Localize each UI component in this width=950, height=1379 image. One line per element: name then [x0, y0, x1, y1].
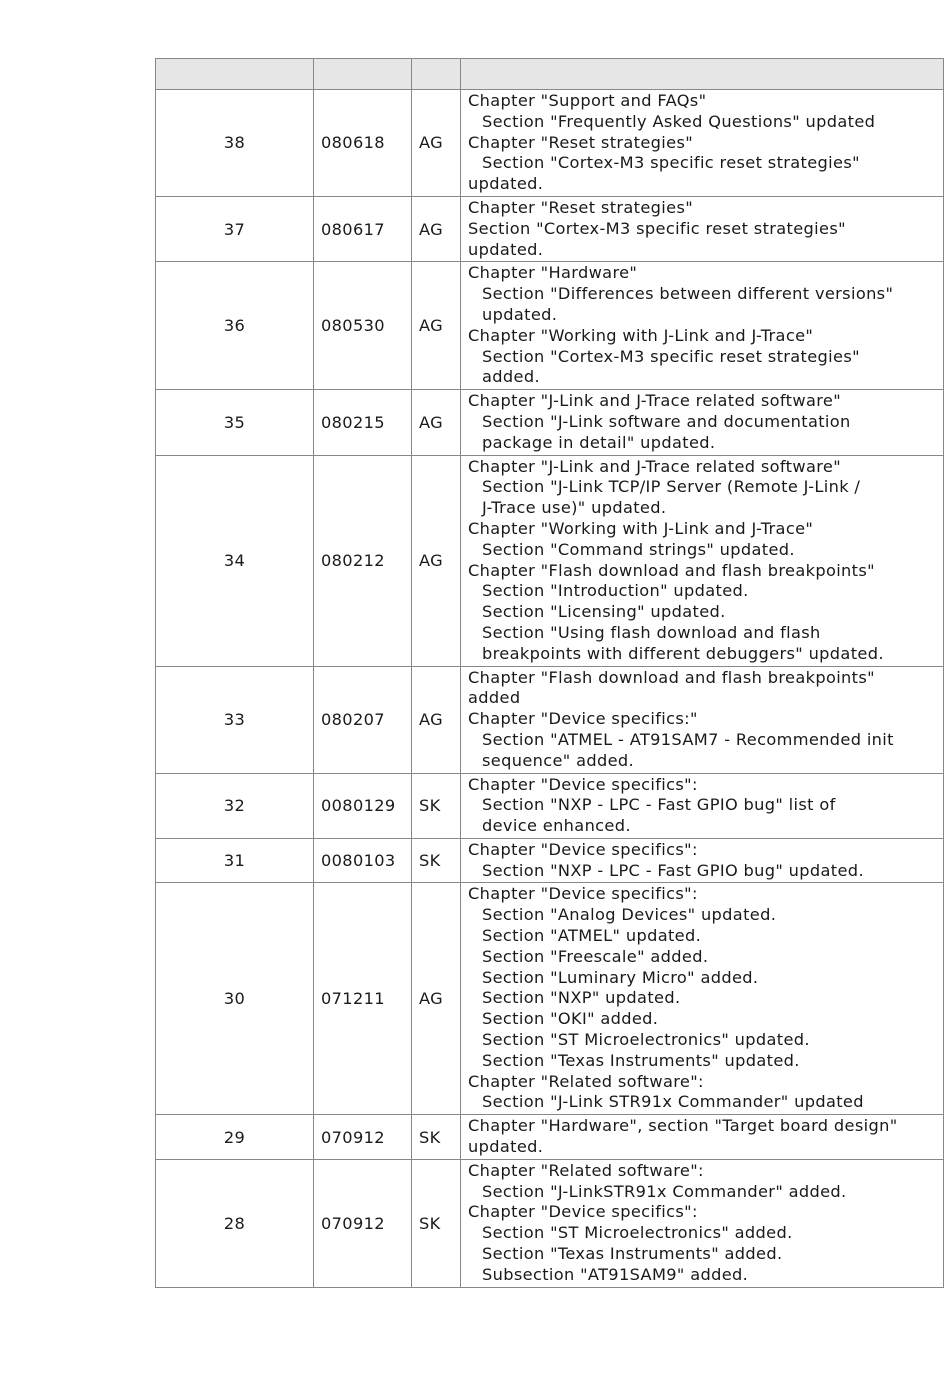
description-line: Chapter "Device specifics": — [468, 1202, 698, 1222]
description-line: Chapter "Flash download and flash breakpoints" — [468, 560, 875, 580]
description-line: J-Trace use)" updated. — [482, 498, 667, 518]
description-line: Section "Texas Instruments" updated. — [482, 1050, 800, 1070]
description-line: Section "ST Microelectronics" updated. — [482, 1030, 810, 1050]
description-line: updated. — [468, 1137, 544, 1157]
revision-description — [461, 90, 944, 197]
revision-history-table — [155, 58, 944, 1288]
table-row — [156, 883, 944, 1115]
description-line: Chapter "J-Link and J-Trace related software" — [468, 391, 841, 411]
table-row — [156, 196, 944, 261]
revision-number: 32 — [156, 773, 314, 838]
revision-number: 36 — [156, 262, 314, 390]
revision-description — [461, 1159, 944, 1287]
revision-description — [461, 838, 944, 883]
description-line: updated. — [468, 239, 544, 259]
description-line: Subsection "AT91SAM9" added. — [482, 1264, 749, 1284]
description-line: Section "J-Link STR91x Commander" updated — [482, 1092, 864, 1112]
revision-number: 38 — [156, 90, 314, 197]
description-line: Section "Analog Devices" updated. — [482, 905, 777, 925]
description-line: device enhanced. — [482, 816, 631, 836]
header-by — [412, 59, 461, 90]
revision-number: 28 — [156, 1159, 314, 1287]
description-line: Section "Luminary Micro" added. — [482, 967, 759, 987]
table-header-row — [156, 59, 944, 90]
revision-author: SK — [412, 1115, 461, 1160]
description-line: Section "ST Microelectronics" added. — [482, 1223, 793, 1243]
revision-author: SK — [412, 773, 461, 838]
table-row — [156, 666, 944, 773]
revision-date: 070912 — [314, 1159, 412, 1287]
revision-author: AG — [412, 666, 461, 773]
revision-description — [461, 773, 944, 838]
description-line: Section "J-LinkSTR91x Commander" added. — [482, 1181, 847, 1201]
header-date — [314, 59, 412, 90]
table-row — [156, 838, 944, 883]
description-line: Section "Differences between different versions" — [482, 284, 894, 304]
revision-number: 29 — [156, 1115, 314, 1160]
description-line: Section "Introduction" updated. — [482, 581, 749, 601]
revision-date: 080618 — [314, 90, 412, 197]
revision-date: 0080129 — [314, 773, 412, 838]
table-row — [156, 90, 944, 197]
description-line: Section "ATMEL - AT91SAM7 - Recommended init — [482, 729, 894, 749]
description-line: Chapter "Hardware", section "Target board design" — [468, 1116, 898, 1136]
description-line: Section "Command strings" updated. — [482, 539, 795, 559]
revision-date: 071211 — [314, 883, 412, 1115]
revision-description — [461, 390, 944, 455]
description-line: Chapter "Device specifics:" — [468, 709, 698, 729]
table-body — [156, 90, 944, 1288]
revision-author: AG — [412, 455, 461, 666]
description-line: updated. — [482, 304, 558, 324]
revision-description — [461, 455, 944, 666]
header-description — [461, 59, 944, 90]
table-row — [156, 455, 944, 666]
revision-description — [461, 1115, 944, 1160]
description-line: breakpoints with different debuggers" updated. — [482, 643, 884, 663]
revision-author: AG — [412, 883, 461, 1115]
revision-date: 080617 — [314, 196, 412, 261]
table-row — [156, 262, 944, 390]
description-line: Chapter "Hardware" — [468, 263, 638, 283]
revision-number: 31 — [156, 838, 314, 883]
description-line: added — [468, 688, 521, 708]
revision-date: 080530 — [314, 262, 412, 390]
revision-date: 070912 — [314, 1115, 412, 1160]
description-line: Section "NXP" updated. — [482, 988, 681, 1008]
description-line: Section "OKI" added. — [482, 1009, 659, 1029]
revision-description — [461, 666, 944, 773]
header-revision — [156, 59, 314, 90]
description-line: Chapter "Working with J-Link and J-Trace" — [468, 325, 814, 345]
revision-number: 30 — [156, 883, 314, 1115]
revision-author: AG — [412, 262, 461, 390]
revision-date: 080212 — [314, 455, 412, 666]
table-row — [156, 1159, 944, 1287]
revision-author: AG — [412, 90, 461, 197]
revision-date: 0080103 — [314, 838, 412, 883]
description-line: sequence" added. — [482, 750, 635, 770]
description-line: Section "Cortex-M3 specific reset strategies" — [482, 346, 860, 366]
table-row — [156, 1115, 944, 1160]
description-line: Section "Licensing" updated. — [482, 602, 726, 622]
revision-author: AG — [412, 196, 461, 261]
description-line: Section "Frequently Asked Questions" updated — [482, 111, 876, 131]
description-line: Chapter "Device specifics": — [468, 839, 698, 859]
description-line: Chapter "Support and FAQs" — [468, 91, 707, 110]
revision-date: 080215 — [314, 390, 412, 455]
revision-number: 33 — [156, 666, 314, 773]
revision-description — [461, 883, 944, 1115]
description-line: Section "J-Link TCP/IP Server (Remote J-Link / — [482, 477, 861, 497]
description-line: Section "Using flash download and flash — [482, 622, 821, 642]
description-line: Chapter "Device specifics": — [468, 884, 698, 904]
description-line: Section "NXP - LPC - Fast GPIO bug" list of — [482, 795, 836, 815]
description-line: Chapter "Related software": — [468, 1160, 704, 1180]
table-row — [156, 773, 944, 838]
description-line: updated. — [468, 174, 544, 194]
description-line: Chapter "Flash download and flash breakpoints" — [468, 667, 875, 687]
description-line: Section "ATMEL" updated. — [482, 926, 702, 946]
description-line: Section "Freescale" added. — [482, 946, 709, 966]
description-line: Chapter "Working with J-Link and J-Trace" — [468, 518, 814, 538]
description-line: Chapter "Reset strategies" — [468, 132, 694, 152]
revision-author: SK — [412, 1159, 461, 1287]
description-line: Chapter "Related software": — [468, 1071, 704, 1091]
description-line: Section "Texas Instruments" added. — [482, 1244, 783, 1264]
description-line: Section "Cortex-M3 specific reset strategies" — [468, 218, 846, 238]
description-line: Chapter "Reset strategies" — [468, 197, 694, 217]
description-line: Chapter "J-Link and J-Trace related software" — [468, 456, 841, 476]
revision-number: 35 — [156, 390, 314, 455]
revision-author: SK — [412, 838, 461, 883]
revision-number: 37 — [156, 196, 314, 261]
description-line: Chapter "Device specifics": — [468, 774, 698, 794]
revision-description — [461, 262, 944, 390]
description-line: added. — [482, 367, 540, 387]
revision-number: 34 — [156, 455, 314, 666]
revision-date: 080207 — [314, 666, 412, 773]
description-line: package in detail" updated. — [482, 432, 716, 452]
description-line: Section "J-Link software and documentation — [482, 411, 851, 431]
description-line: Section "Cortex-M3 specific reset strategies" — [482, 153, 860, 173]
revision-author: AG — [412, 390, 461, 455]
table-row — [156, 390, 944, 455]
revision-description — [461, 196, 944, 261]
description-line: Section "NXP - LPC - Fast GPIO bug" updated. — [482, 860, 864, 880]
